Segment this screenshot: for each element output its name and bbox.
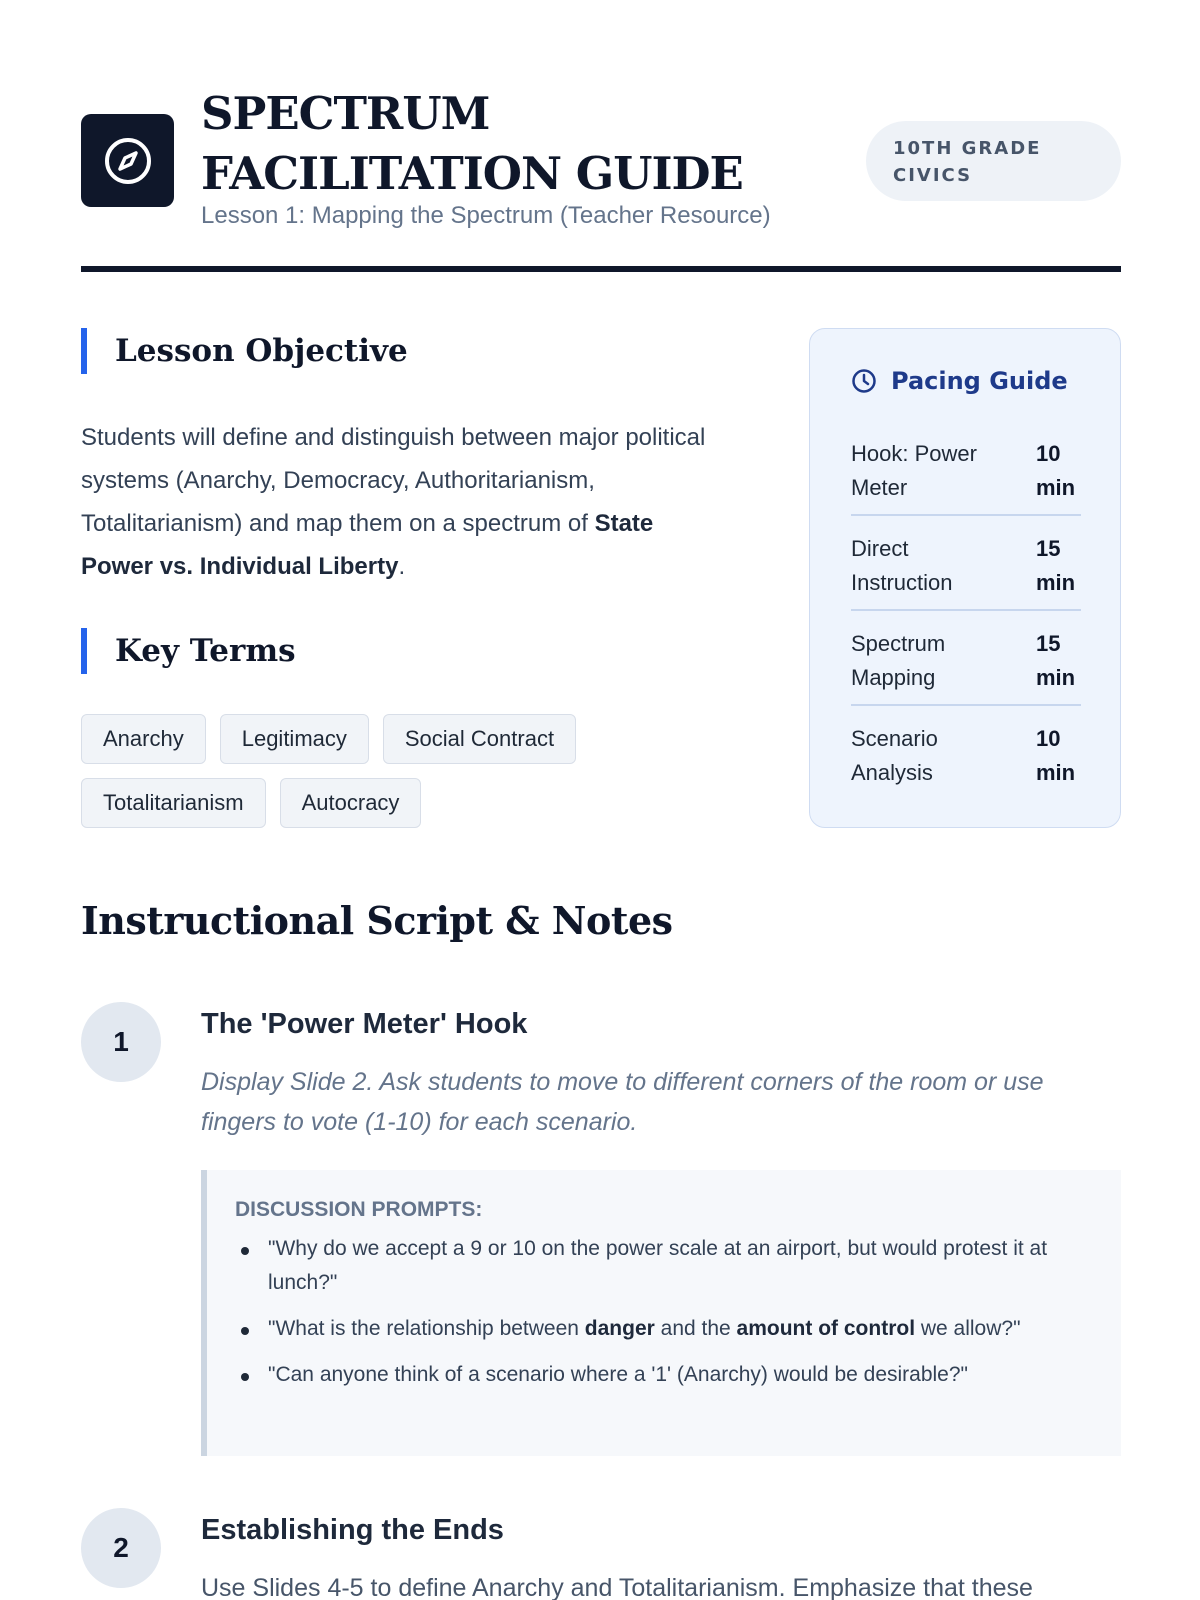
header-divider [81, 266, 1121, 272]
pacing-row [851, 627, 1081, 706]
pacing-duration: 10 min [1036, 726, 1076, 785]
objective-text-part: Students will define and distinguish between major political systems (Anarchy, Democracy, Authoritarianism, Totalitarianism) and map them on a spectrum of [81, 424, 706, 537]
header [81, 84, 1121, 254]
key-term-chip: Autocracy [280, 778, 422, 828]
logo [81, 114, 174, 207]
objective-bold-liberty: Individual Liberty [199, 553, 399, 580]
step-title: Establishing the Ends [201, 1514, 504, 1546]
clock-icon [851, 368, 877, 394]
page-subtitle: Lesson 1: Mapping the Spectrum (Teacher Resource) [201, 202, 771, 229]
pacing-row [851, 437, 1081, 516]
page-title: SPECTRUM FACILITATION GUIDE [201, 87, 743, 200]
prompt-list [235, 1232, 1091, 1392]
prompt-text: and the [654, 1317, 737, 1340]
objective-bold-vs: vs. [153, 553, 200, 580]
discussion-prompts-label: DISCUSSION PROMPTS: [235, 1198, 483, 1221]
objective-heading: Lesson Objective [81, 328, 408, 374]
pacing-duration: 10 min [1036, 441, 1076, 500]
prompt-text: "Can anyone think of a scenario where a '1' (Anarchy) would be desirable?" [268, 1363, 968, 1386]
key-term-chip: Legitimacy [220, 714, 369, 764]
objective-text-end: . [398, 553, 406, 580]
pacing-guide-heading [851, 367, 1068, 395]
pacing-row [851, 532, 1081, 611]
prompt-text: "What is the relationship between [268, 1317, 585, 1340]
step-description: Display Slide 2. Ask students to move to different corners of the room or use fingers to vote (1-10) for each scenario. [201, 1068, 1044, 1136]
pacing-guide-card [809, 328, 1121, 828]
pacing-duration: 15 min [1036, 631, 1076, 690]
pacing-guide-title: Pacing Guide [891, 367, 1068, 395]
prompt-item [235, 1358, 1091, 1392]
prompt-bold-control: amount of control [736, 1317, 916, 1340]
step-title: The 'Power Meter' Hook [201, 1008, 528, 1040]
objective-bold-state-power: State Power [81, 510, 654, 580]
prompt-item [235, 1312, 1091, 1346]
grade-badge: 10TH GRADE CIVICS [866, 121, 1121, 201]
pacing-activity: Spectrum Mapping [851, 631, 946, 690]
key-term-chip: Totalitarianism [81, 778, 266, 828]
prompt-bold-danger: danger [584, 1317, 655, 1340]
pacing-activity: Direct Instruction [851, 536, 953, 595]
step-number: 1 [81, 1002, 161, 1082]
compass-icon [102, 135, 154, 187]
prompt-text: we allow?" [915, 1317, 1021, 1340]
objective-text [81, 416, 731, 588]
pacing-activity: Scenario Analysis [851, 726, 938, 785]
step-number: 2 [81, 1508, 161, 1588]
discussion-prompts [201, 1170, 1121, 1456]
prompt-item [235, 1232, 1091, 1300]
key-term-chip: Anarchy [81, 714, 206, 764]
pacing-activity: Hook: Power Meter [851, 441, 977, 500]
step-description: Use Slides 4-5 to define Anarchy and Totalitarianism. Emphasize that these [201, 1574, 1033, 1600]
prompt-text: "Why do we accept a 9 or 10 on the power scale at an airport, but would protest it at lunch?" [268, 1237, 1048, 1294]
key-term-chip: Social Contract [383, 714, 576, 764]
key-terms-list [81, 714, 641, 828]
key-terms-heading: Key Terms [81, 628, 296, 674]
pacing-rows [851, 437, 1081, 817]
pacing-duration: 15 min [1036, 536, 1076, 595]
script-heading: Instructional Script & Notes [81, 898, 673, 943]
pacing-row [851, 722, 1081, 801]
